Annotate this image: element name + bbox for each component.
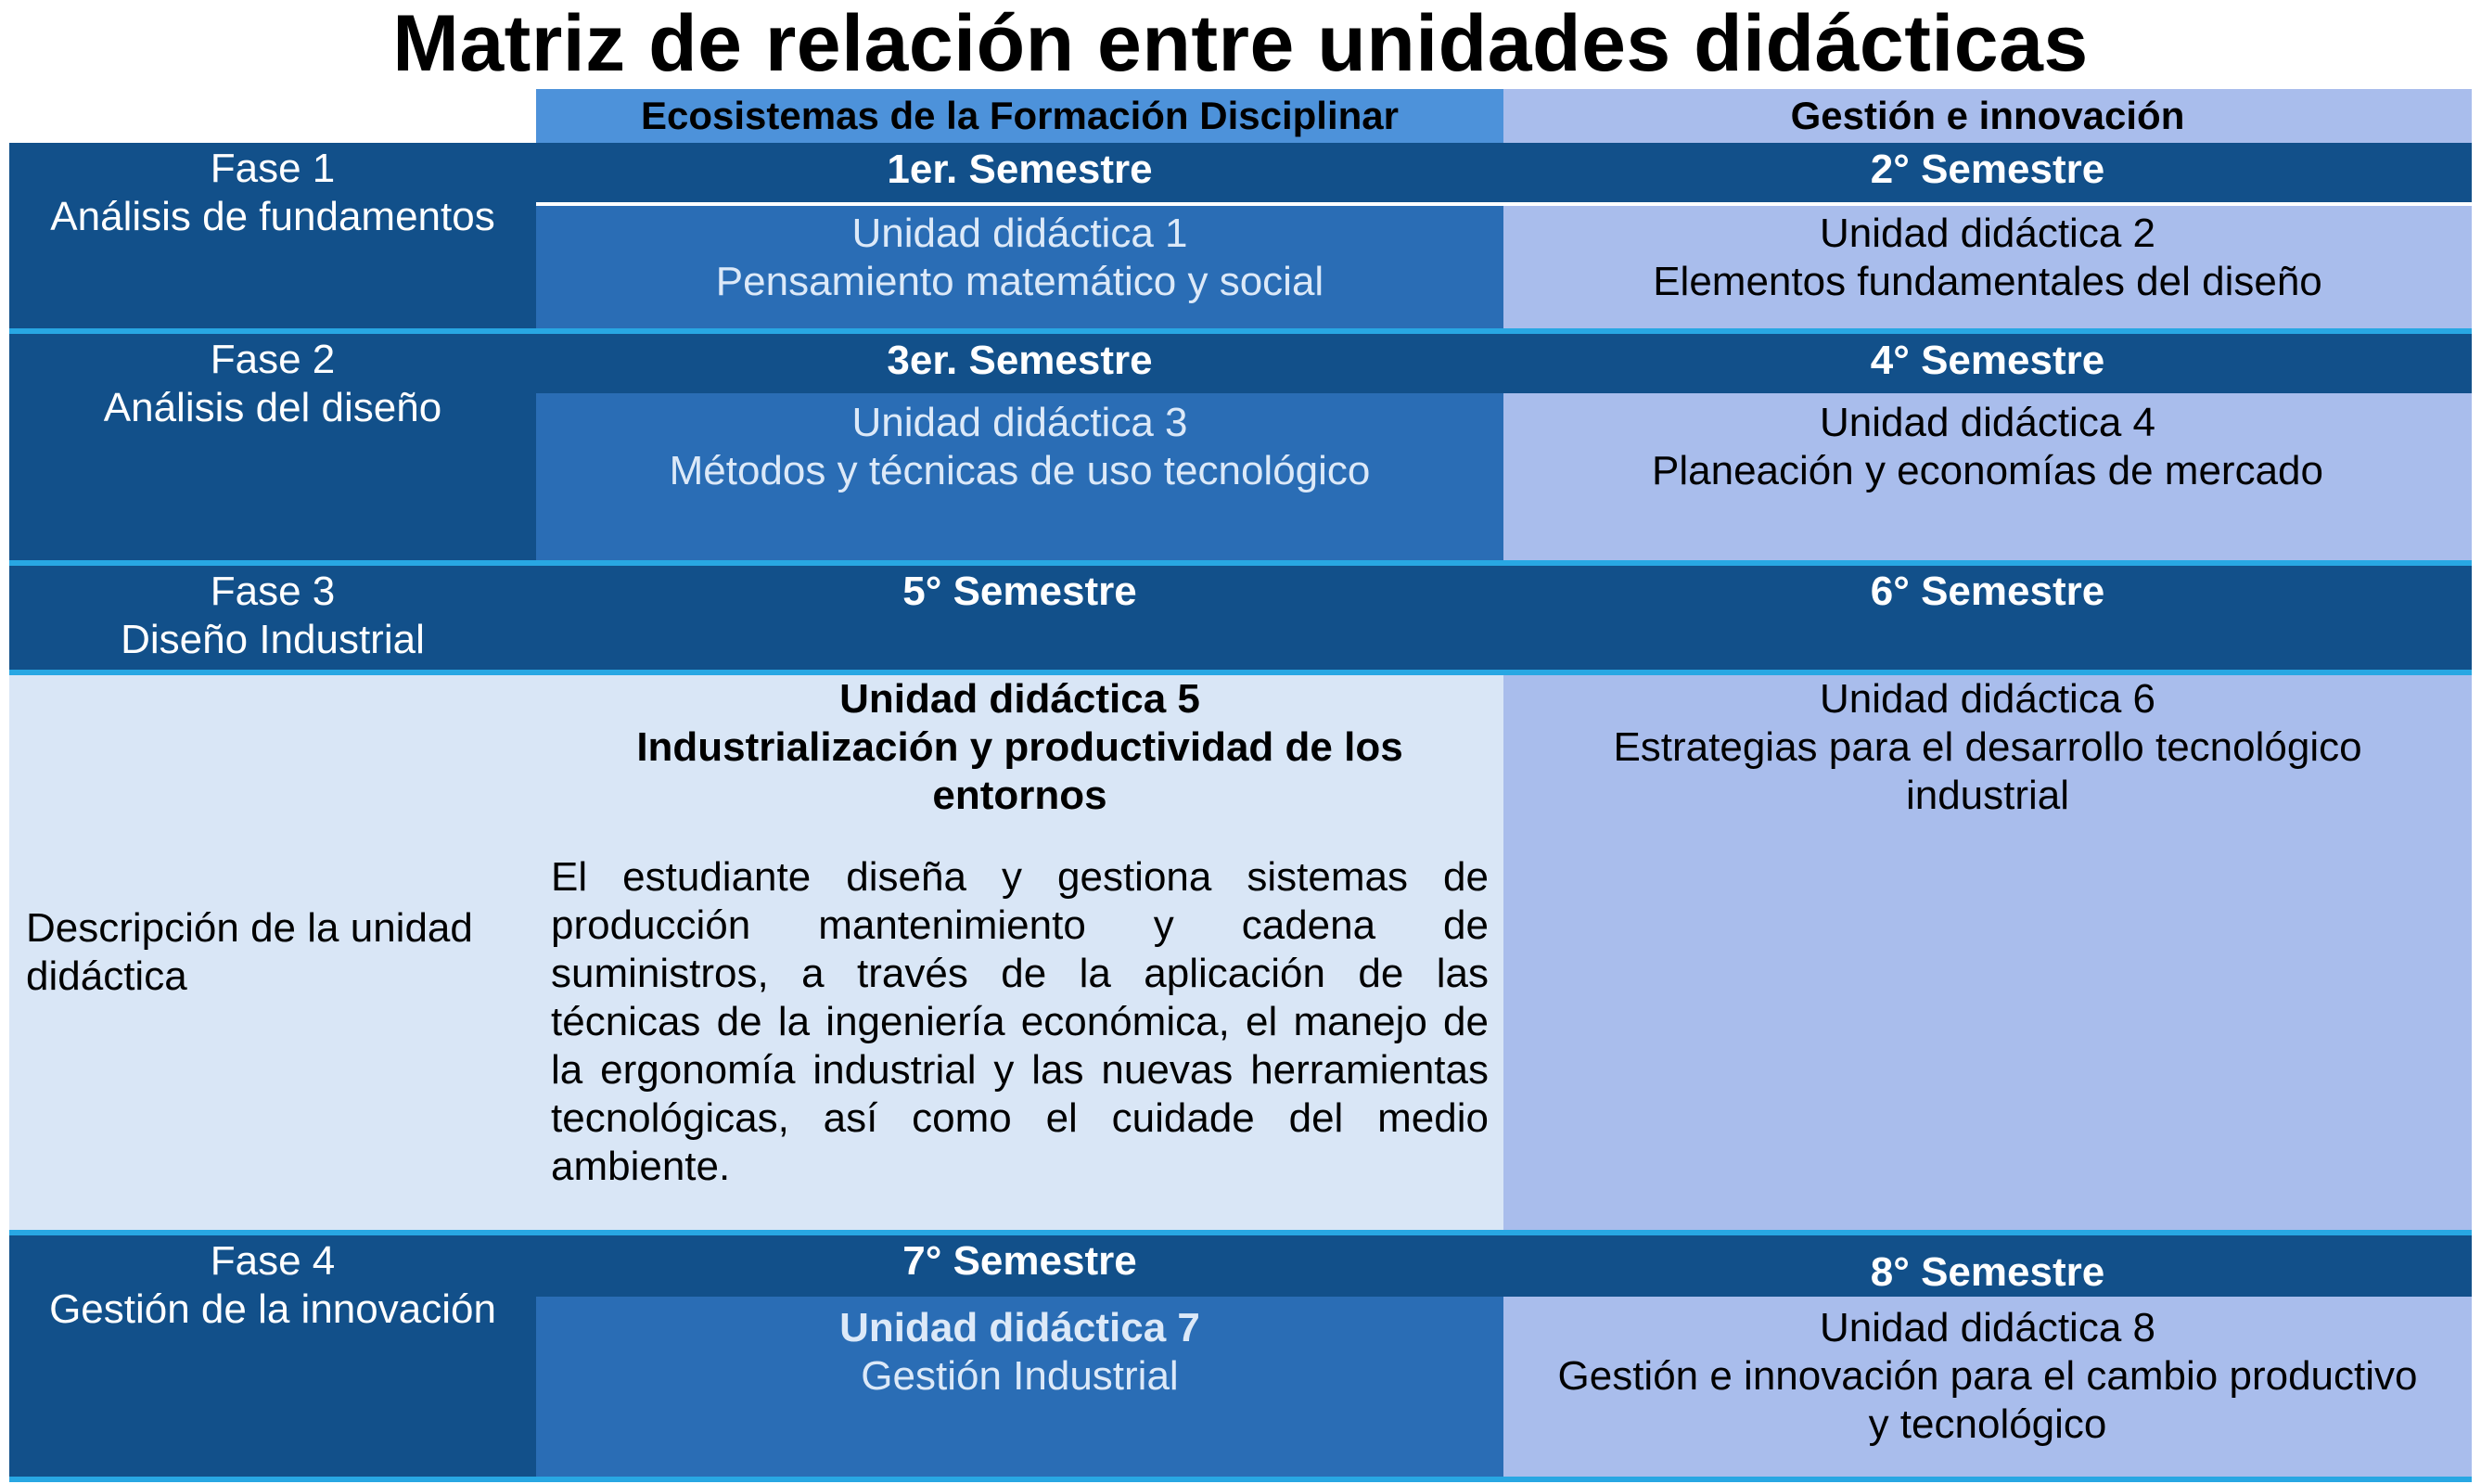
unidad-desc: Elementos fundamentales del diseño: [1653, 259, 2322, 304]
unidad-title: Unidad didáctica 2: [1819, 211, 2155, 256]
semester-label: 3er. Semestre: [887, 338, 1153, 383]
fase-1-label: [9, 143, 536, 328]
semester-label: 6° Semestre: [1870, 569, 2105, 614]
semester-label: 7° Semestre: [902, 1238, 1137, 1284]
unidad-didactica-8: [1503, 1297, 2472, 1477]
unidad-didactica-2: [1503, 206, 2472, 328]
unidad-desc: Gestión Industrial: [861, 1353, 1179, 1399]
unidad-desc-line: Industrialización y productividad de los: [636, 724, 1403, 770]
unidad-title: Unidad didáctica 8: [1819, 1305, 2155, 1350]
fase-name: Fase 2: [210, 337, 336, 382]
unidad-desc-line: entornos: [932, 773, 1107, 818]
unidad-didactica-1: [536, 206, 1503, 328]
unidad-title: Unidad didáctica 6: [1819, 676, 2155, 722]
fase-3-label: [9, 566, 536, 670]
semester-5-header: [536, 566, 1503, 670]
semester-1-header: [536, 143, 1503, 202]
unidad-didactica-7: [536, 1297, 1503, 1477]
fase-name: Fase 3: [210, 569, 336, 614]
unidad-desc: Pensamiento matemático y social: [715, 259, 1324, 304]
unidad-title: Unidad didáctica 1: [851, 211, 1188, 256]
fase-name: Fase 1: [210, 146, 336, 191]
row-separator: [9, 1477, 2472, 1482]
fase-subtitle: Análisis de fundamentos: [50, 194, 495, 239]
semester-3-header: [536, 334, 1503, 393]
unidad-desc: Métodos y técnicas de uso tecnológico: [669, 448, 1371, 493]
semester-label: 4° Semestre: [1870, 338, 2105, 383]
fase-subtitle: Diseño Industrial: [121, 617, 425, 662]
unidad-didactica-3: [536, 393, 1503, 560]
unidad-desc-line: industrial: [1905, 773, 2070, 818]
semester-8-header: [1503, 1235, 2472, 1297]
description-row-label: [9, 675, 536, 1230]
fase-4-label: [9, 1235, 536, 1477]
page-title: Matriz de relación entre unidades didácticas: [392, 0, 2089, 88]
semester-2-header: [1503, 143, 2472, 202]
unidad-title: Unidad didáctica 5: [839, 676, 1200, 722]
fase-2-label: [9, 334, 536, 560]
unidad-title: Unidad didáctica 7: [839, 1305, 1200, 1350]
semester-label: 2° Semestre: [1870, 147, 2105, 192]
semester-6-header: [1503, 566, 2472, 670]
fase-subtitle: Gestión de la innovación: [49, 1286, 496, 1332]
semester-7-header: [536, 1235, 1503, 1297]
unidad-body: El estudiante diseña y gestiona sistemas de producción mantenimiento y cadena de suministros, a través de la aplicación de las técnicas de la ingeniería económica, el manejo de la ergonomía industrial y las nuevas herramientas tecnológicas, así como el cuidade del medio ambiente.: [551, 854, 1489, 1189]
description-label: Descripción de la unidad didáctica: [26, 905, 473, 999]
unidad-desc-line: y tecnológico: [1868, 1401, 2107, 1447]
semester-label: 5° Semestre: [902, 569, 1137, 614]
fase-subtitle: Análisis del diseño: [103, 385, 442, 430]
unidad-didactica-4: [1503, 393, 2472, 560]
unidad-didactica-5: [536, 675, 1503, 1230]
unidad-didactica-6: [1503, 675, 2472, 1230]
column-header-label: Gestión e innovación: [1790, 94, 2185, 137]
semester-4-header: [1503, 334, 2472, 393]
unidad-title: Unidad didáctica 3: [851, 400, 1188, 445]
column-header-gestion: [1503, 89, 2472, 143]
semester-label: 8° Semestre: [1870, 1249, 2105, 1295]
unidad-desc-line: Estrategias para el desarrollo tecnológico: [1613, 724, 2362, 770]
semester-label: 1er. Semestre: [887, 147, 1153, 192]
unidad-desc-line: Gestión e innovación para el cambio productivo: [1557, 1353, 2418, 1399]
unidad-title: Unidad didáctica 4: [1819, 400, 2155, 445]
unidad-desc: Planeación y economías de mercado: [1652, 448, 2323, 493]
column-header-label: Ecosistemas de la Formación Disciplinar: [641, 94, 1399, 137]
fase-name: Fase 4: [210, 1238, 336, 1284]
column-header-ecosistemas: [536, 89, 1503, 143]
